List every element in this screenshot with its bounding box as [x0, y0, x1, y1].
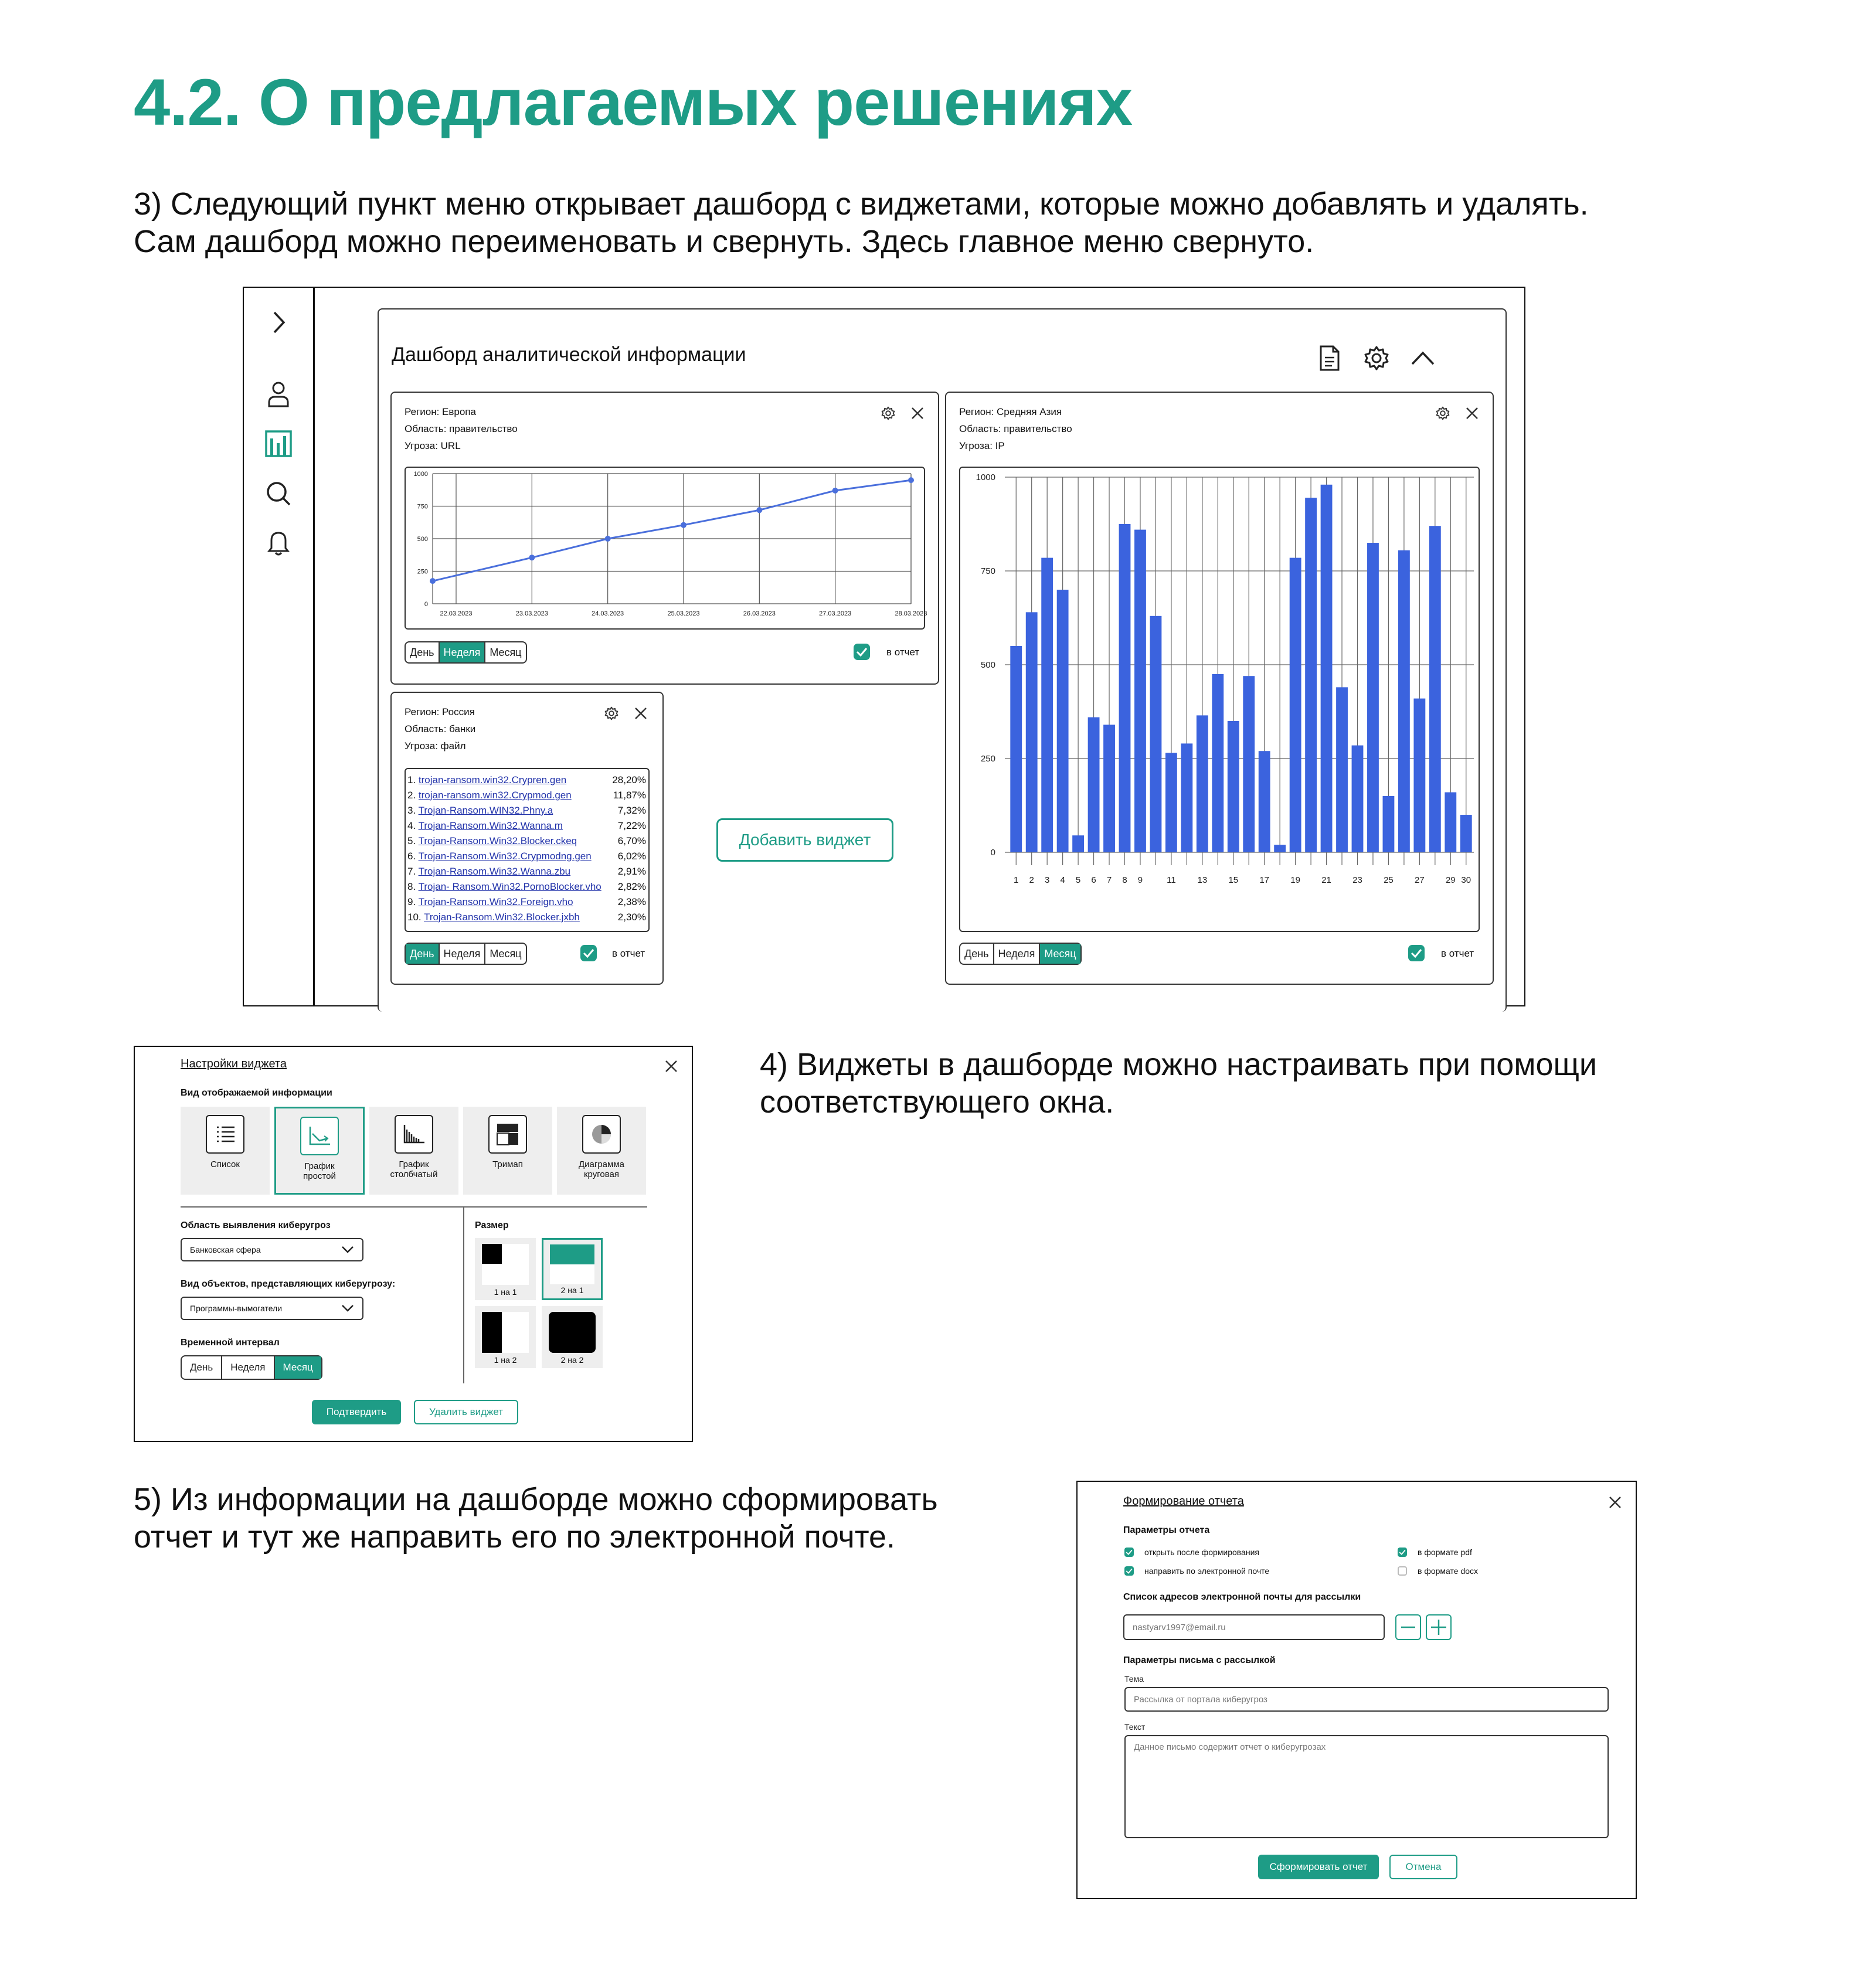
widget-area: Область: правительство: [405, 423, 518, 434]
size-preview-icon: [482, 1312, 529, 1353]
bar: [1460, 815, 1472, 852]
bar: [1197, 715, 1208, 852]
bar: [1228, 721, 1239, 852]
y-tick-label: 500: [417, 536, 428, 543]
bar: [1150, 616, 1162, 852]
size-tile-1x2[interactable]: [475, 1306, 536, 1368]
divider: [181, 1206, 647, 1208]
y-tick-label: 1000: [976, 472, 995, 482]
threat-link[interactable]: trojan-ransom.win32.Crypmod.gen: [418, 790, 572, 801]
tile-label: График простой: [303, 1161, 336, 1181]
data-point: [832, 488, 838, 494]
x-tick-label: 21: [1321, 875, 1331, 885]
sidebar-divider: [313, 288, 315, 1006]
close-icon[interactable]: [1606, 1494, 1624, 1511]
chevron-down-icon: [341, 1304, 354, 1312]
data-point: [756, 507, 762, 513]
list-item: 5. Trojan-Ransom.Win32.Blocker.ckeq 6,70%: [407, 835, 646, 846]
bar: [1336, 687, 1348, 852]
period-week[interactable]: Неделя: [440, 944, 486, 964]
data-point: [908, 477, 914, 483]
dashboard-icon[interactable]: [264, 429, 293, 458]
chevron-down-icon: [341, 1246, 354, 1254]
bar: [1010, 646, 1022, 852]
pdf-checkbox[interactable]: [1398, 1548, 1407, 1557]
bar: [1072, 835, 1084, 852]
threat-link[interactable]: Trojan-Ransom.Win32.Blocker.jxbh: [424, 912, 580, 923]
tile-label: Список: [210, 1159, 240, 1169]
bar: [1305, 498, 1317, 852]
threat-link[interactable]: trojan-ransom.win32.Crypren.gen: [418, 774, 567, 785]
plus-icon: [1430, 1619, 1447, 1635]
list-item: 8. Trojan- Ransom.Win32.PornoBlocker.vho 2,82%: [407, 881, 646, 892]
list-item: 1. trojan-ransom.win32.Crypren.gen 28,20%: [407, 774, 646, 785]
period-week[interactable]: Неделя: [440, 642, 486, 662]
bar: [1383, 796, 1395, 852]
bar: [1088, 717, 1100, 852]
paragraph-5-line-1: 5) Из информации на дашборде можно сформировать: [134, 1482, 938, 1517]
period-switch: [405, 943, 527, 965]
params-label: Параметры отчета: [1123, 1525, 1210, 1535]
bar: [1274, 845, 1286, 852]
x-tick-label: 28.03.2023: [895, 610, 927, 617]
threat-link[interactable]: Trojan-Ransom.Win32.Wanna.m: [418, 820, 563, 831]
close-icon[interactable]: [909, 404, 926, 422]
bar: [1321, 485, 1333, 852]
bar: [1119, 524, 1131, 852]
close-icon[interactable]: [1463, 404, 1481, 422]
period-switch: [959, 943, 1082, 965]
x-tick-label: 5: [1075, 875, 1081, 885]
open-after-label: открыть после формирования: [1144, 1548, 1259, 1557]
generate-report-button[interactable]: Сформировать отчет: [1258, 1855, 1379, 1879]
x-tick-label: 24.03.2023: [592, 610, 624, 617]
bar: [1243, 676, 1255, 852]
x-tick-label: 11: [1167, 875, 1176, 885]
x-tick-label: 25.03.2023: [667, 610, 700, 617]
data-point: [430, 578, 436, 584]
add-widget-button[interactable]: Добавить виджет: [716, 818, 893, 862]
add-email-button[interactable]: [1426, 1614, 1452, 1640]
bell-icon[interactable]: [264, 528, 293, 557]
objects-select-value: Программы-вымогатели: [190, 1304, 283, 1313]
list-item: 7. Trojan-Ransom.Win32.Wanna.zbu 2,91%: [407, 866, 646, 877]
size-tile-2x1[interactable]: [542, 1238, 603, 1300]
period-day[interactable]: День: [960, 944, 994, 964]
list-item: 9. Trojan-Ransom.Win32.Foreign.vho 2,38%: [407, 896, 646, 907]
line-chart-box: [405, 467, 925, 630]
threat-list: [405, 768, 650, 932]
widget-russia: [390, 692, 664, 985]
bar-chart-icon: [395, 1115, 433, 1154]
period-week[interactable]: Неделя: [222, 1356, 274, 1379]
report-dialog: [1076, 1481, 1637, 1899]
bar: [1429, 526, 1441, 852]
x-tick-label: 30: [1461, 875, 1471, 885]
tile-label: Диаграмма круговая: [578, 1159, 624, 1179]
report-label: в отчет: [612, 948, 645, 959]
bar: [1445, 793, 1456, 852]
bar: [1398, 550, 1410, 852]
report-checkbox[interactable]: [1408, 945, 1425, 961]
list-item: 4. Trojan-Ransom.Win32.Wanna.m 7,22%: [407, 820, 646, 831]
widget-central-asia: [945, 392, 1494, 985]
threat-link[interactable]: Trojan-Ransom.Win32.Blocker.ckeq: [418, 835, 577, 846]
list-icon: [206, 1115, 244, 1154]
dialog-title: Формирование отчета: [1123, 1495, 1244, 1508]
area-label: Область выявления киберугроз: [181, 1220, 331, 1230]
area-select-value: Банковская сфера: [190, 1245, 261, 1254]
bar-chart-box: [959, 467, 1480, 932]
size-preview-icon: [550, 1244, 594, 1284]
x-tick-label: 3: [1044, 875, 1050, 885]
x-tick-label: 26.03.2023: [743, 610, 776, 617]
x-tick-label: 25: [1384, 875, 1394, 885]
chevron-right-icon[interactable]: [264, 308, 293, 337]
view-tile-bar-chart[interactable]: [369, 1107, 458, 1195]
bar: [1041, 558, 1053, 852]
paragraph-5-line-2: отчет и тут же направить его по электронной почте.: [134, 1519, 895, 1555]
bar: [1181, 743, 1192, 852]
send-email-checkbox[interactable]: [1124, 1566, 1134, 1576]
text-input[interactable]: Данное письмо содержит отчет о киберугрозах: [1124, 1735, 1609, 1838]
paragraph-4-line-1: 4) Виджеты в дашборде можно настраивать при помощи: [760, 1047, 1598, 1082]
data-point: [681, 522, 686, 528]
widget-threat: Угроза: URL: [405, 440, 461, 451]
close-icon[interactable]: [662, 1057, 680, 1075]
dialog-title: Настройки виджета: [181, 1057, 287, 1070]
x-tick-label: 9: [1137, 875, 1143, 885]
view-tile-line-chart[interactable]: [274, 1107, 365, 1195]
pdf-label: в формате pdf: [1418, 1548, 1472, 1557]
x-tick-label: 1: [1014, 875, 1019, 885]
bar: [1134, 530, 1146, 852]
dashboard-panel: [378, 308, 1507, 1012]
y-tick-label: 1000: [413, 471, 428, 478]
minus-icon: [1401, 1626, 1416, 1628]
emails-label: Список адресов электронной почты для рассылки: [1123, 1592, 1361, 1602]
size-label-2x2: 2 на 2: [560, 1355, 584, 1365]
list-item: 3. Trojan-Ransom.WIN32.Phny.a 7,32%: [407, 805, 646, 816]
confirm-button[interactable]: Подтвердить: [312, 1400, 401, 1424]
view-tile-treemap[interactable]: [463, 1107, 552, 1195]
open-after-checkbox[interactable]: [1124, 1548, 1134, 1557]
remove-email-button[interactable]: [1395, 1614, 1421, 1640]
page-title: 4.2. О предлагаемых решениях: [134, 66, 1133, 139]
view-label: Вид отображаемой информации: [181, 1088, 332, 1098]
period-month[interactable]: Месяц: [1040, 944, 1080, 964]
size-label: Размер: [475, 1220, 509, 1230]
size-label-1x1: 1 на 1: [494, 1287, 517, 1297]
period-day[interactable]: День: [406, 944, 440, 964]
widget-gear-icon[interactable]: [1434, 404, 1452, 422]
y-tick-label: 0: [424, 601, 428, 608]
size-tile-2x2[interactable]: [542, 1306, 603, 1368]
view-tile-list[interactable]: [181, 1107, 270, 1195]
y-tick-label: 250: [980, 754, 995, 764]
bar: [1103, 725, 1115, 852]
widget-area: Область: банки: [405, 723, 476, 734]
tile-label: График столбчатый: [390, 1159, 438, 1179]
pie-chart-icon: [582, 1115, 621, 1154]
bar: [1057, 590, 1069, 852]
widget-settings-dialog: [134, 1046, 693, 1442]
dashboard-screenshot: [243, 287, 1525, 1006]
y-tick-label: 0: [990, 848, 995, 858]
treemap-icon: [488, 1115, 527, 1154]
list-item: 10. Trojan-Ransom.Win32.Blocker.jxbh 2,30%: [407, 912, 646, 923]
period-month[interactable]: Месяц: [490, 947, 522, 960]
bar: [1259, 751, 1270, 852]
period-day[interactable]: День: [182, 1356, 222, 1379]
letter-label: Параметры письма с рассылкой: [1123, 1655, 1276, 1665]
threat-link[interactable]: Trojan- Ransom.Win32.PornoBlocker.vho: [418, 881, 601, 892]
list-item: 2. trojan-ransom.win32.Crypmod.gen 11,87%: [407, 790, 646, 801]
x-tick-label: 23.03.2023: [515, 610, 548, 617]
threat-link[interactable]: Trojan-Ransom.Win32.Wanna.zbu: [418, 866, 571, 877]
period-week[interactable]: Неделя: [994, 944, 1041, 964]
chevron-up-icon[interactable]: [1408, 343, 1437, 373]
data-point: [529, 555, 535, 560]
size-preview-icon: [482, 1244, 529, 1285]
y-tick-label: 250: [417, 568, 428, 576]
x-tick-label: 19: [1290, 875, 1300, 885]
x-tick-label: 8: [1122, 875, 1127, 885]
data-point: [605, 536, 611, 542]
x-tick-label: 29: [1445, 875, 1456, 885]
widget-threat: Угроза: IP: [959, 440, 1005, 451]
threat-link[interactable]: Trojan-Ransom.Win32.Foreign.vho: [418, 896, 573, 907]
paragraph-4-line-2: соответствующего окна.: [760, 1084, 1114, 1120]
size-tile-1x1[interactable]: [475, 1238, 536, 1300]
view-tile-pie-chart[interactable]: [557, 1107, 646, 1195]
docx-label: в формате docx: [1418, 1566, 1479, 1576]
report-label: в отчет: [1441, 948, 1474, 959]
period-switch: [405, 641, 527, 664]
delete-widget-button[interactable]: Удалить виджет: [414, 1400, 518, 1424]
period-month[interactable]: Месяц: [275, 1356, 321, 1379]
subject-input[interactable]: Рассылка от портала киберугроз: [1124, 1687, 1609, 1712]
threat-link[interactable]: Trojan-Ransom.Win32.Crypmodng.gen: [418, 851, 592, 862]
size-preview-icon: [549, 1312, 596, 1353]
report-document-icon[interactable]: [1317, 343, 1343, 373]
widget-region: Регион: Россия: [405, 706, 475, 717]
x-tick-label: 17: [1259, 875, 1270, 885]
objects-select[interactable]: [181, 1297, 363, 1320]
x-tick-label: 6: [1091, 875, 1096, 885]
x-tick-label: 22.03.2023: [440, 610, 473, 617]
widget-europe: [390, 392, 939, 685]
bar: [1165, 753, 1177, 852]
user-icon[interactable]: [264, 379, 293, 409]
size-label-2x1: 2 на 1: [560, 1285, 584, 1295]
series-line: [433, 480, 911, 581]
cancel-button[interactable]: Отмена: [1389, 1855, 1457, 1879]
text-label: Текст: [1124, 1722, 1146, 1732]
x-tick-label: 27: [1415, 875, 1425, 885]
widget-gear-icon[interactable]: [879, 404, 897, 422]
bar: [1367, 543, 1379, 852]
paragraph-3-line-1: 3) Следующий пункт меню открывает дашборд с виджетами, которые можно добавлять и удалять.: [134, 186, 1589, 222]
x-tick-label: 4: [1060, 875, 1065, 885]
x-tick-label: 23: [1352, 875, 1362, 885]
close-icon[interactable]: [632, 705, 650, 722]
bar: [1026, 612, 1038, 852]
bar: [1290, 558, 1301, 852]
report-label: в отчет: [886, 647, 920, 658]
interval-switch: [181, 1355, 322, 1380]
widget-area: Область: правительство: [959, 423, 1072, 434]
subject-label: Тема: [1124, 1674, 1144, 1683]
period-month[interactable]: Месяц: [490, 646, 522, 658]
x-tick-label: 15: [1228, 875, 1239, 885]
line-chart-icon: [300, 1117, 339, 1155]
list-item: 6. Trojan-Ransom.Win32.Crypmodng.gen 6,02%: [407, 851, 646, 862]
bar-chart: [960, 468, 1479, 931]
y-tick-label: 750: [980, 566, 995, 576]
x-tick-label: 13: [1197, 875, 1208, 885]
search-icon[interactable]: [264, 479, 293, 508]
divider: [463, 1208, 464, 1383]
area-select[interactable]: [181, 1238, 363, 1261]
dashboard-title[interactable]: Дашборд аналитической информации: [392, 343, 746, 366]
widget-threat: Угроза: файл: [405, 740, 466, 751]
report-checkbox[interactable]: [854, 644, 870, 660]
line-chart: [406, 468, 927, 628]
paragraph-3-line-2: Сам дашборд можно переименовать и свернуть. Здесь главное меню свернуто.: [134, 224, 1314, 259]
x-tick-label: 27.03.2023: [819, 610, 852, 617]
email-input[interactable]: nastyarv1997@email.ru: [1123, 1614, 1385, 1640]
period-day[interactable]: День: [406, 642, 440, 662]
objects-label: Вид объектов, представляющих киберугрозу:: [181, 1279, 396, 1289]
interval-label: Временной интервал: [181, 1338, 280, 1348]
size-label-1x2: 1 на 2: [494, 1355, 517, 1365]
gear-icon[interactable]: [1362, 343, 1391, 373]
threat-link[interactable]: Trojan-Ransom.WIN32.Phny.a: [418, 805, 553, 816]
bar: [1212, 674, 1224, 852]
report-checkbox[interactable]: [580, 945, 597, 961]
y-tick-label: 500: [980, 660, 995, 670]
widget-region: Регион: Европа: [405, 406, 476, 417]
widget-region: Регион: Средняя Азия: [959, 406, 1062, 417]
widget-gear-icon[interactable]: [603, 705, 620, 722]
x-tick-label: 2: [1029, 875, 1034, 885]
x-tick-label: 7: [1106, 875, 1112, 885]
bar: [1413, 699, 1425, 852]
bar: [1352, 746, 1364, 852]
send-email-label: направить по электронной почте: [1144, 1566, 1270, 1576]
tile-label: Тримап: [492, 1159, 523, 1169]
y-tick-label: 750: [417, 503, 428, 511]
docx-checkbox[interactable]: [1398, 1566, 1407, 1576]
